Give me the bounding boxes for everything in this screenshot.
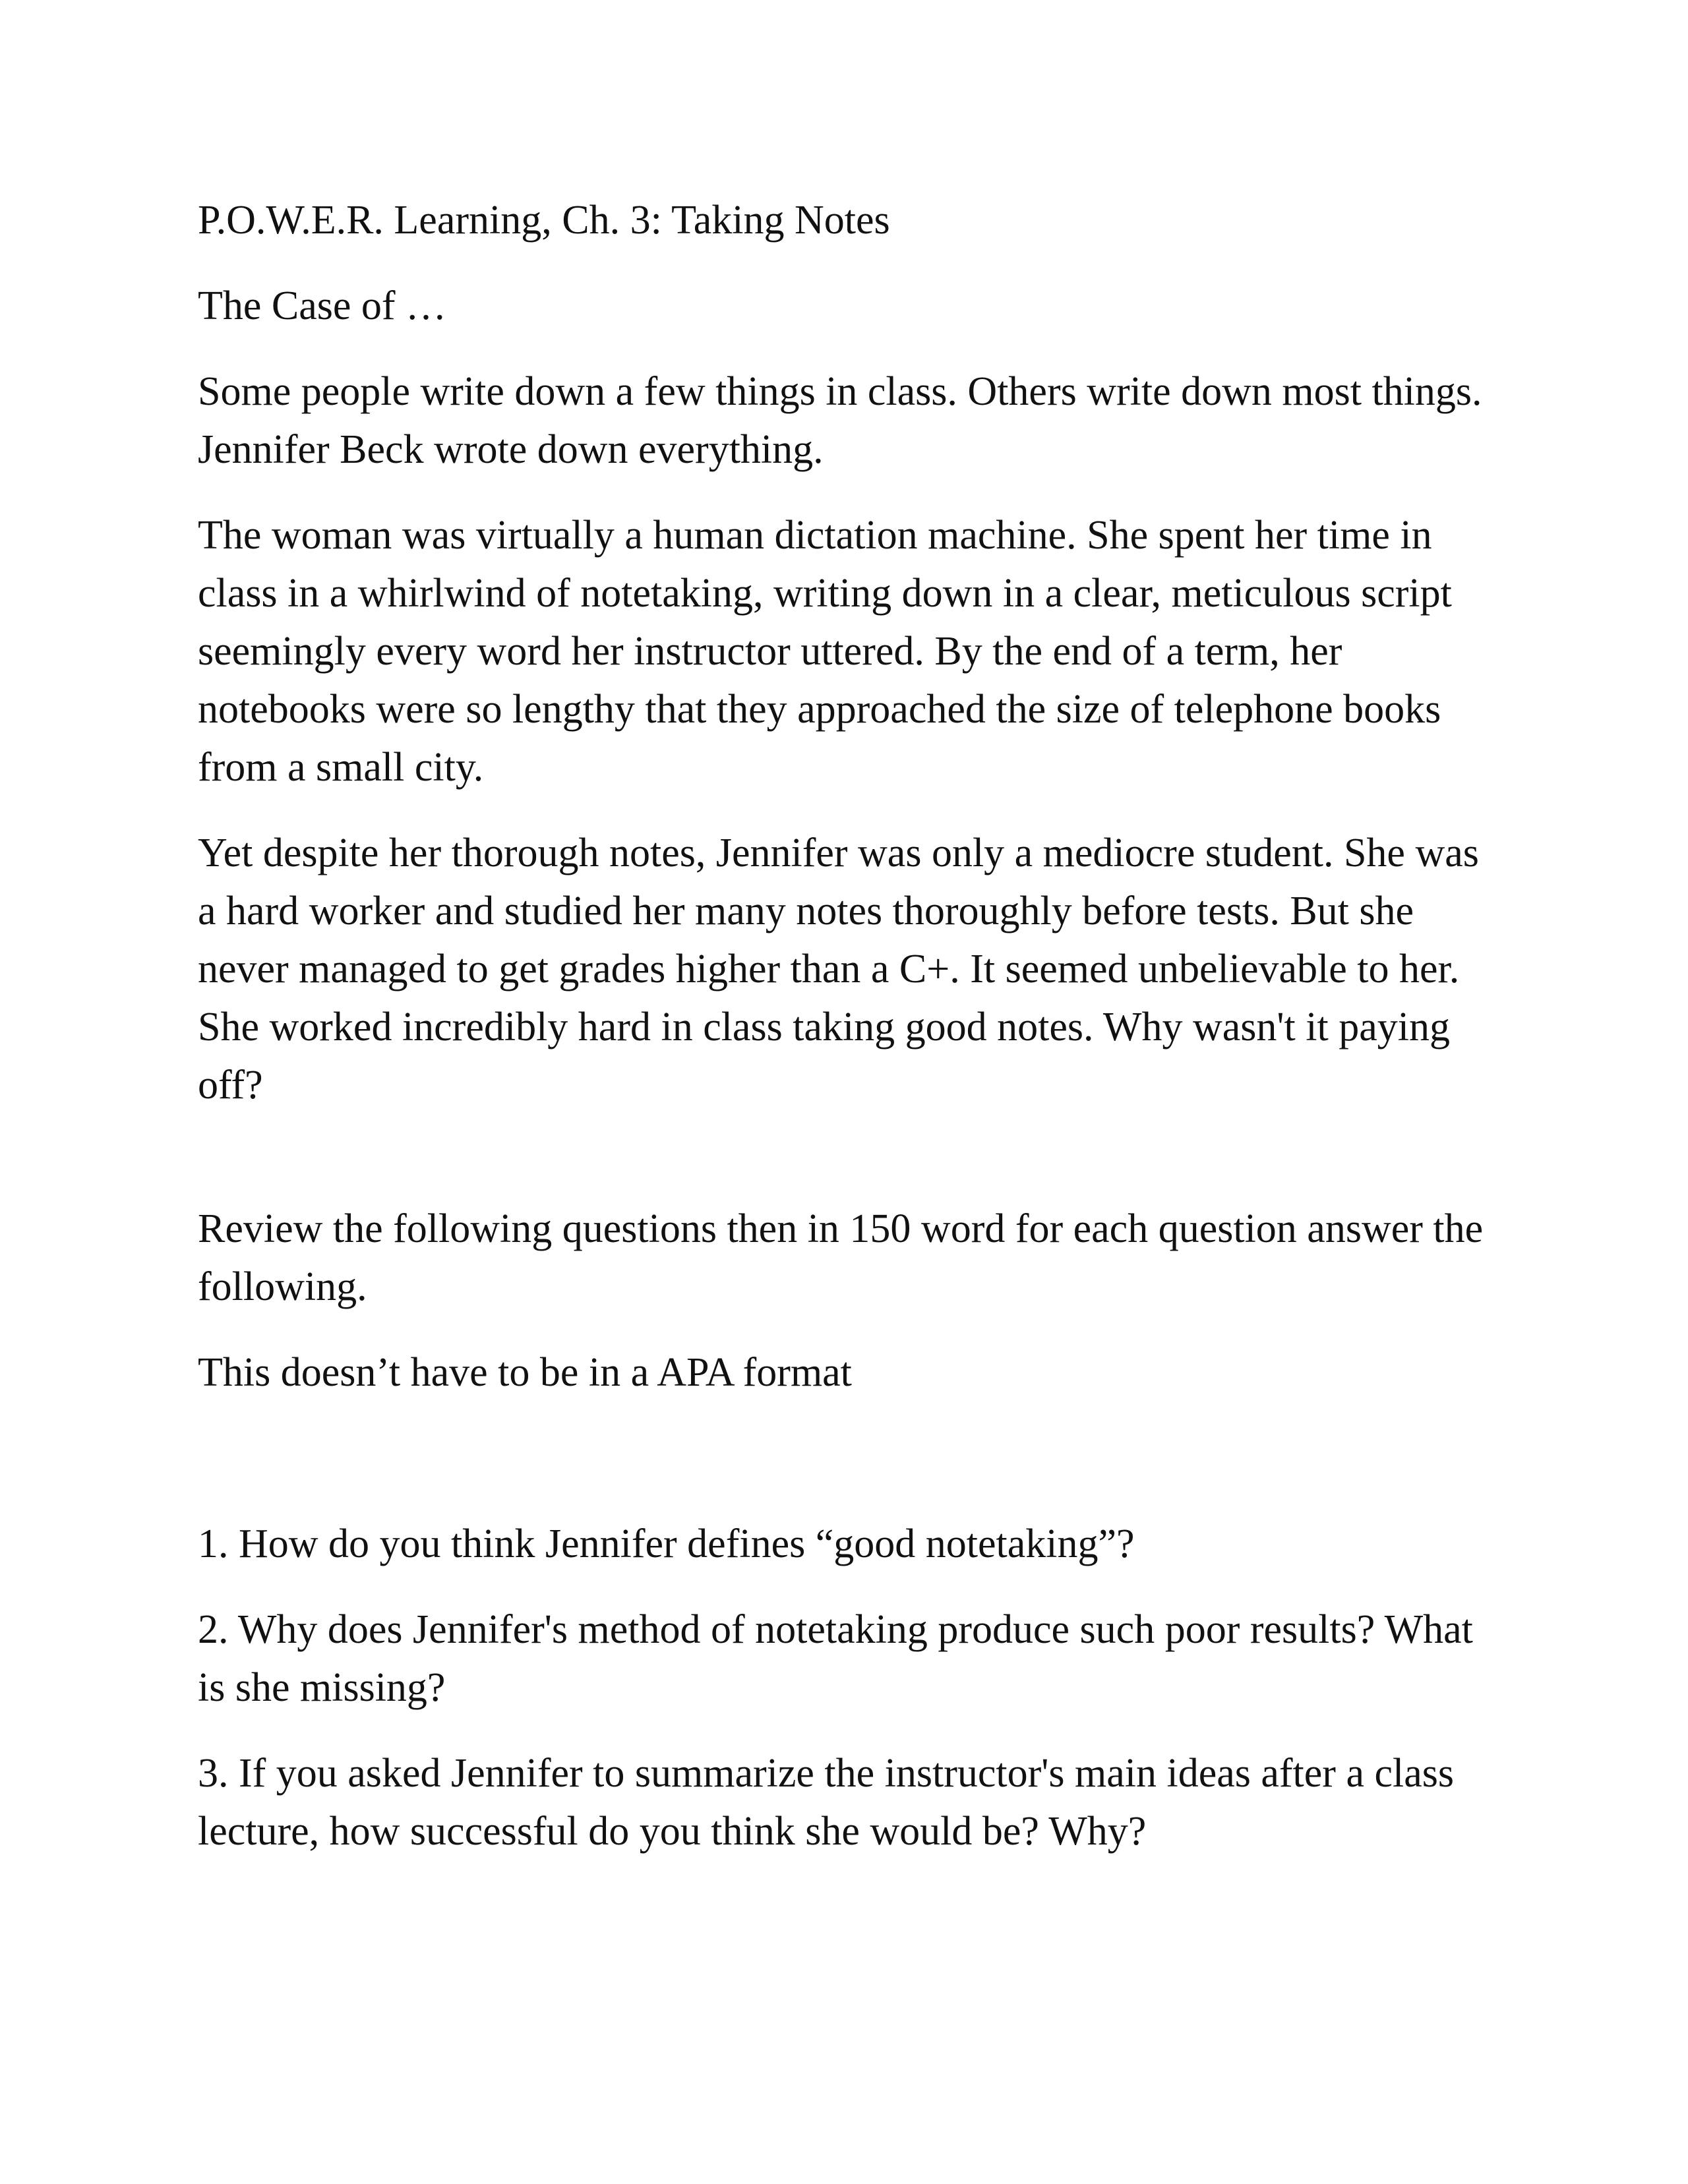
case-heading: The Case of … <box>198 283 447 328</box>
story-paragraph-3: Yet despite her thorough notes, Jennifer was only a mediocre student. She was a hard worker and studied her many notes thoroughly before tests. But she never managed to get grades higher than a C+. It seemed unbelievable to her. She worked incredibly hard in class taking good notes. Why wasn't it paying off? <box>198 831 1479 1107</box>
spacer <box>198 1429 1503 1515</box>
question-1: 1. How do you think Jennifer defines “good notetaking”? <box>198 1521 1135 1566</box>
question-2: 2. Why does Jennifer's method of notetaking produce such poor results? What is she missing? <box>198 1607 1473 1710</box>
question-3: 3. If you asked Jennifer to summarize the instructor's main ideas after a class lecture, how successful do you think she would be? Why? <box>198 1751 1454 1854</box>
document-page <box>198 191 1503 1888</box>
instruction-paragraph-2: This doesn’t have to be in a APA format <box>198 1350 852 1395</box>
document-title: P.O.W.E.R. Learning, Ch. 3: Taking Notes <box>198 198 890 243</box>
instruction-paragraph-1: Review the following questions then in 150 word for each question answer the following. <box>198 1206 1484 1309</box>
story-paragraph-2: The woman was virtually a human dictation machine. She spent her time in class in a whirlwind of notetaking, writing down in a clear, meticulous script seemingly every word her instructor uttered. By the end of a term, her notebooks were so lengthy that they approached the size of telephone books from a small city. <box>198 513 1452 790</box>
spacer <box>198 1142 1503 1200</box>
story-paragraph-1: Some people write down a few things in class. Others write down most things. Jennifer Beck wrote down everything. <box>198 369 1482 472</box>
